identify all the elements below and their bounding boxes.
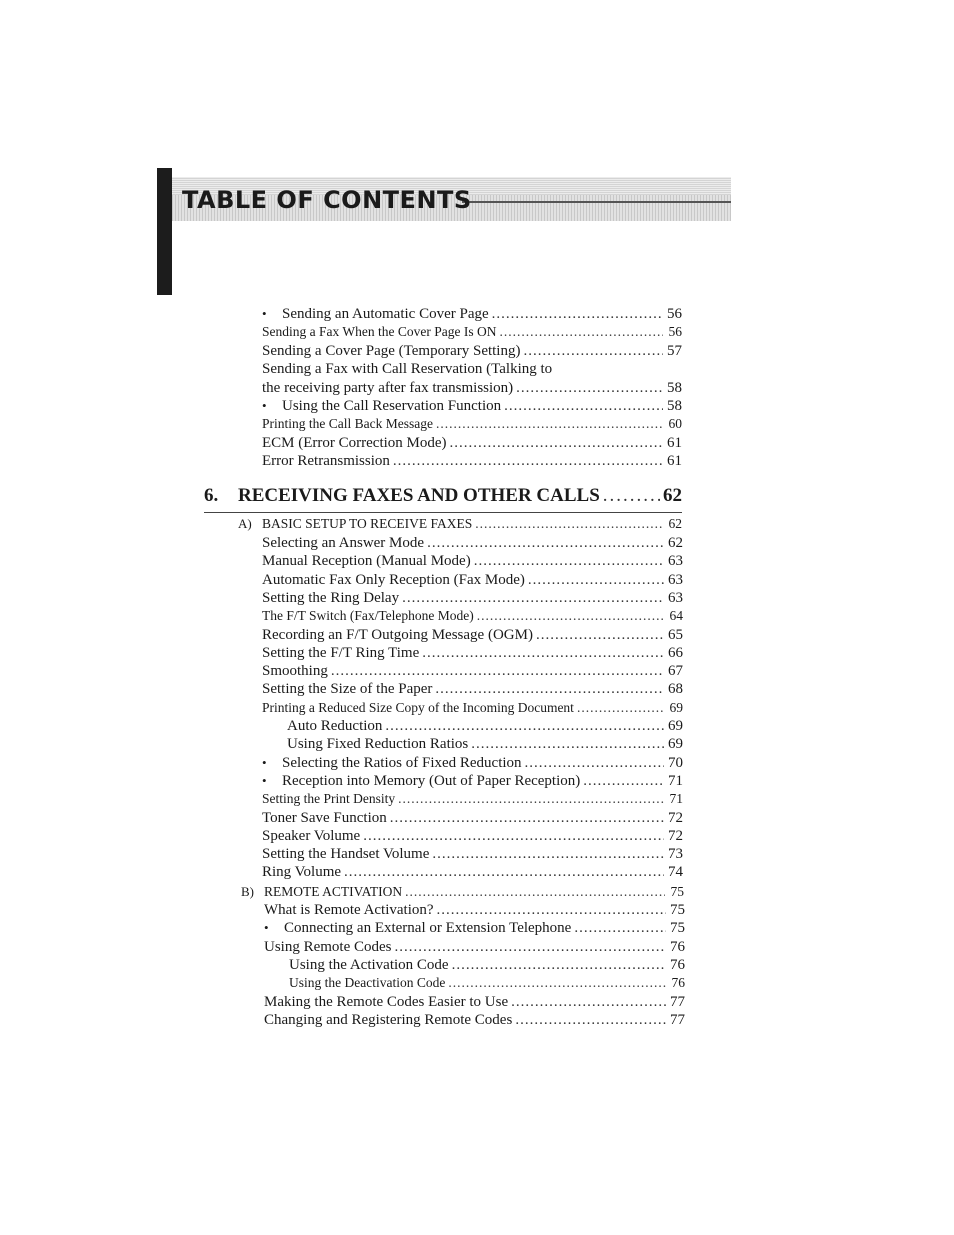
toc-entry[interactable] [262,452,682,470]
toc-entry[interactable] [262,644,683,662]
toc-entry[interactable] [289,956,685,974]
leader-dots [603,485,660,507]
leader-dots [395,938,667,956]
leader-dots [474,552,664,570]
toc-entry[interactable] [262,680,683,698]
toc-entry[interactable] [262,360,682,378]
toc-entry-page: 76 [670,956,685,973]
toc-entry-title: Recording an F/T Outgoing Message (OGM) [262,626,533,643]
leader-dots [398,790,664,808]
toc-entry-title: ECM (Error Correction Mode) [262,434,447,451]
leader-dots [435,680,664,698]
toc-entry-page: 71 [668,772,683,789]
section-letter-b: B) [241,884,254,899]
toc-entry-page: 63 [668,553,683,570]
chapter-page: 62 [663,485,682,506]
bullet-icon: • [262,772,267,788]
leader-dots [402,589,664,607]
toc-entry-page: 74 [668,864,683,881]
toc-entry[interactable] [262,772,683,790]
leader-dots [504,397,663,415]
toc-entry-title: Selecting the Ratios of Fixed Reduction [282,754,522,771]
leader-dots [363,827,664,845]
toc-entry-page: 69 [669,699,683,715]
leader-dots [427,534,664,552]
toc-entry-title: Speaker Volume [262,827,361,844]
toc-entry-title: Selecting an Answer Mode [262,535,425,551]
toc-entry-title: Automatic Fax Only Reception (Fax Mode) [262,571,525,588]
toc-entry-page: 75 [670,902,685,918]
toc-entry-title: Manual Reception (Manual Mode) [262,553,471,570]
bullet-icon: • [262,306,267,321]
leader-dots [477,607,664,625]
section-b-heading[interactable] [264,883,684,901]
toc-entry[interactable] [264,993,685,1011]
toc-entry-page: 73 [668,846,683,863]
leader-dots [448,974,666,992]
toc-entry-title: Error Retransmission [262,453,390,470]
toc-entry-page: 65 [668,626,683,643]
toc-entry-page: 61 [667,434,682,451]
leader-dots [437,901,666,919]
toc-entry-title: Reception into Memory (Out of Paper Reception) [282,772,581,789]
toc-entry-title: Using Remote Codes [264,938,392,955]
leader-dots [405,883,665,901]
toc-entry[interactable] [264,901,685,919]
bullet-icon: • [264,920,269,936]
toc-entry-title: Sending a Cover Page (Temporary Setting) [262,342,521,359]
toc-entry-page: 69 [668,736,683,753]
toc-entry-title: Setting the Ring Delay [262,589,400,606]
toc-entry-title: Ring Volume [262,864,342,881]
toc-entry-page: 58 [667,379,682,396]
leader-dots [577,699,664,717]
toc-entry-page: 77 [670,1011,685,1028]
leader-dots [516,379,663,397]
banner-rule [462,201,731,203]
leader-dots [393,452,663,470]
toc-entry[interactable] [262,397,682,415]
toc-entry-page: 57 [667,342,682,359]
toc-entry-page: 63 [668,571,683,588]
toc-entry[interactable] [262,863,683,881]
leader-dots [536,626,664,644]
toc-entry-title: Using the Activation Code [289,956,449,973]
toc-entry[interactable] [287,735,683,753]
page-title: TABLE OF CONTENTS [182,186,472,214]
leader-dots [515,1011,666,1029]
section-b-page: 75 [670,884,684,899]
toc-entry[interactable] [262,415,682,433]
toc-entry-page: 69 [668,718,683,734]
toc-entry-page: 70 [668,754,683,771]
leader-dots [511,993,666,1011]
leader-dots [574,919,666,937]
leader-dots [452,956,666,974]
toc-entry-title: Setting the F/T Ring Time [262,644,420,661]
toc-entry[interactable] [262,827,683,845]
section-a-heading[interactable] [262,515,682,533]
toc-entry[interactable] [262,342,682,360]
toc-entry-title: Toner Save Function [262,809,387,826]
leader-dots [583,772,664,790]
toc-entry-title: the receiving party after fax transmission) [262,379,514,396]
chapter-rule [204,512,682,513]
leader-dots [432,845,664,863]
chapter-number: 6. [204,485,219,506]
leader-dots [471,735,664,753]
leader-dots [331,662,664,680]
toc-entry-title: Using the Deactivation Code [289,975,446,991]
toc-entry-title: Printing a Reduced Size Copy of the Incoming Document [262,699,574,715]
section-letter-a: A) [238,516,252,531]
toc-entry[interactable] [264,1011,685,1029]
toc-entry[interactable] [262,434,682,452]
toc-entry-page: 58 [667,398,682,414]
toc-entry-page: 72 [668,827,683,844]
toc-entry-page: 56 [668,324,682,340]
toc-entry-page: 75 [670,920,685,937]
toc-entry[interactable] [262,754,683,772]
toc-entry-title: Setting the Handset Volume [262,846,430,863]
leader-dots [528,571,664,589]
toc-entry-page: 68 [668,681,683,698]
leader-dots [450,434,663,452]
toc-entry-page: 61 [667,453,682,470]
leader-dots [499,323,663,341]
header-banner [172,177,731,221]
toc-entry[interactable] [262,379,682,397]
leader-dots [525,754,664,772]
leader-dots [436,415,663,433]
leader-dots [475,515,663,533]
toc-entry[interactable] [264,938,685,956]
toc-entry-title: The F/T Switch (Fax/Telephone Mode) [262,608,474,624]
toc-entry-page: 72 [668,809,683,826]
leader-dots [523,342,663,360]
toc-entry-title: Sending an Automatic Cover Page [282,306,489,322]
toc-entry-page: 60 [668,416,682,432]
toc-entry-page: 64 [669,608,683,624]
toc-entry-title: Using Fixed Reduction Ratios [287,736,469,753]
toc-entry-title: Changing and Registering Remote Codes [264,1011,513,1028]
toc-entry-title: Using the Call Reservation Function [282,398,502,414]
leader-dots [390,809,664,827]
toc-entry-title: Setting the Print Density [262,791,396,807]
toc-entry-page: 67 [668,663,683,680]
toc-entry-title: Sending a Fax with Call Reservation (Talking to [262,361,553,378]
toc-entry-page: 71 [669,791,683,807]
toc-entry-title: What is Remote Activation? [264,902,434,918]
toc-entry[interactable] [262,662,683,680]
section-b-title: REMOTE ACTIVATION [264,884,403,899]
toc-entry[interactable] [262,589,683,607]
toc-entry[interactable] [262,809,683,827]
toc-entry[interactable] [262,571,683,589]
toc-entry-title: Smoothing [262,663,328,680]
chapter-title: RECEIVING FAXES AND OTHER CALLS [238,485,600,506]
toc-entry-page: 56 [667,306,682,322]
toc-entry-title: Sending a Fax When the Cover Page Is ON [262,324,497,340]
toc-entry-title: Setting the Size of the Paper [262,681,433,698]
bullet-icon: • [262,398,267,413]
toc-entry-title: Connecting an External or Extension Telephone [284,920,572,937]
toc-entry[interactable] [262,607,683,625]
toc-entry-page: 63 [668,589,683,606]
leader-dots [492,305,663,323]
toc-entry[interactable] [262,790,683,808]
chapter-heading[interactable] [204,485,682,509]
leader-dots [422,644,664,662]
toc-entry-title: Printing the Call Back Message [262,416,433,432]
toc-entry[interactable] [264,919,685,937]
toc-entry[interactable] [262,699,683,717]
section-a-title: BASIC SETUP TO RECEIVE FAXES [262,516,473,531]
toc-entry[interactable] [262,305,682,323]
toc-entry-page: 77 [670,993,685,1010]
toc-entry[interactable] [289,974,685,992]
toc-entry[interactable] [262,552,683,570]
toc-entry[interactable] [287,717,683,735]
toc-entry-page: 76 [671,975,685,991]
leader-dots [385,717,664,735]
toc-entry-title: Auto Reduction [287,718,383,734]
side-marker-bar [157,168,172,295]
bullet-icon: • [262,754,267,770]
section-a-page: 62 [668,516,682,531]
toc-entry[interactable] [262,626,683,644]
toc-entry[interactable] [262,323,682,341]
toc-entry-page: 62 [668,535,683,551]
toc-entry[interactable] [262,534,683,552]
leader-dots [344,863,664,881]
toc-entry-page: 66 [668,644,683,661]
toc-entry-page: 76 [670,938,685,955]
toc-entry[interactable] [262,845,683,863]
toc-entry-title: Making the Remote Codes Easier to Use [264,993,509,1010]
